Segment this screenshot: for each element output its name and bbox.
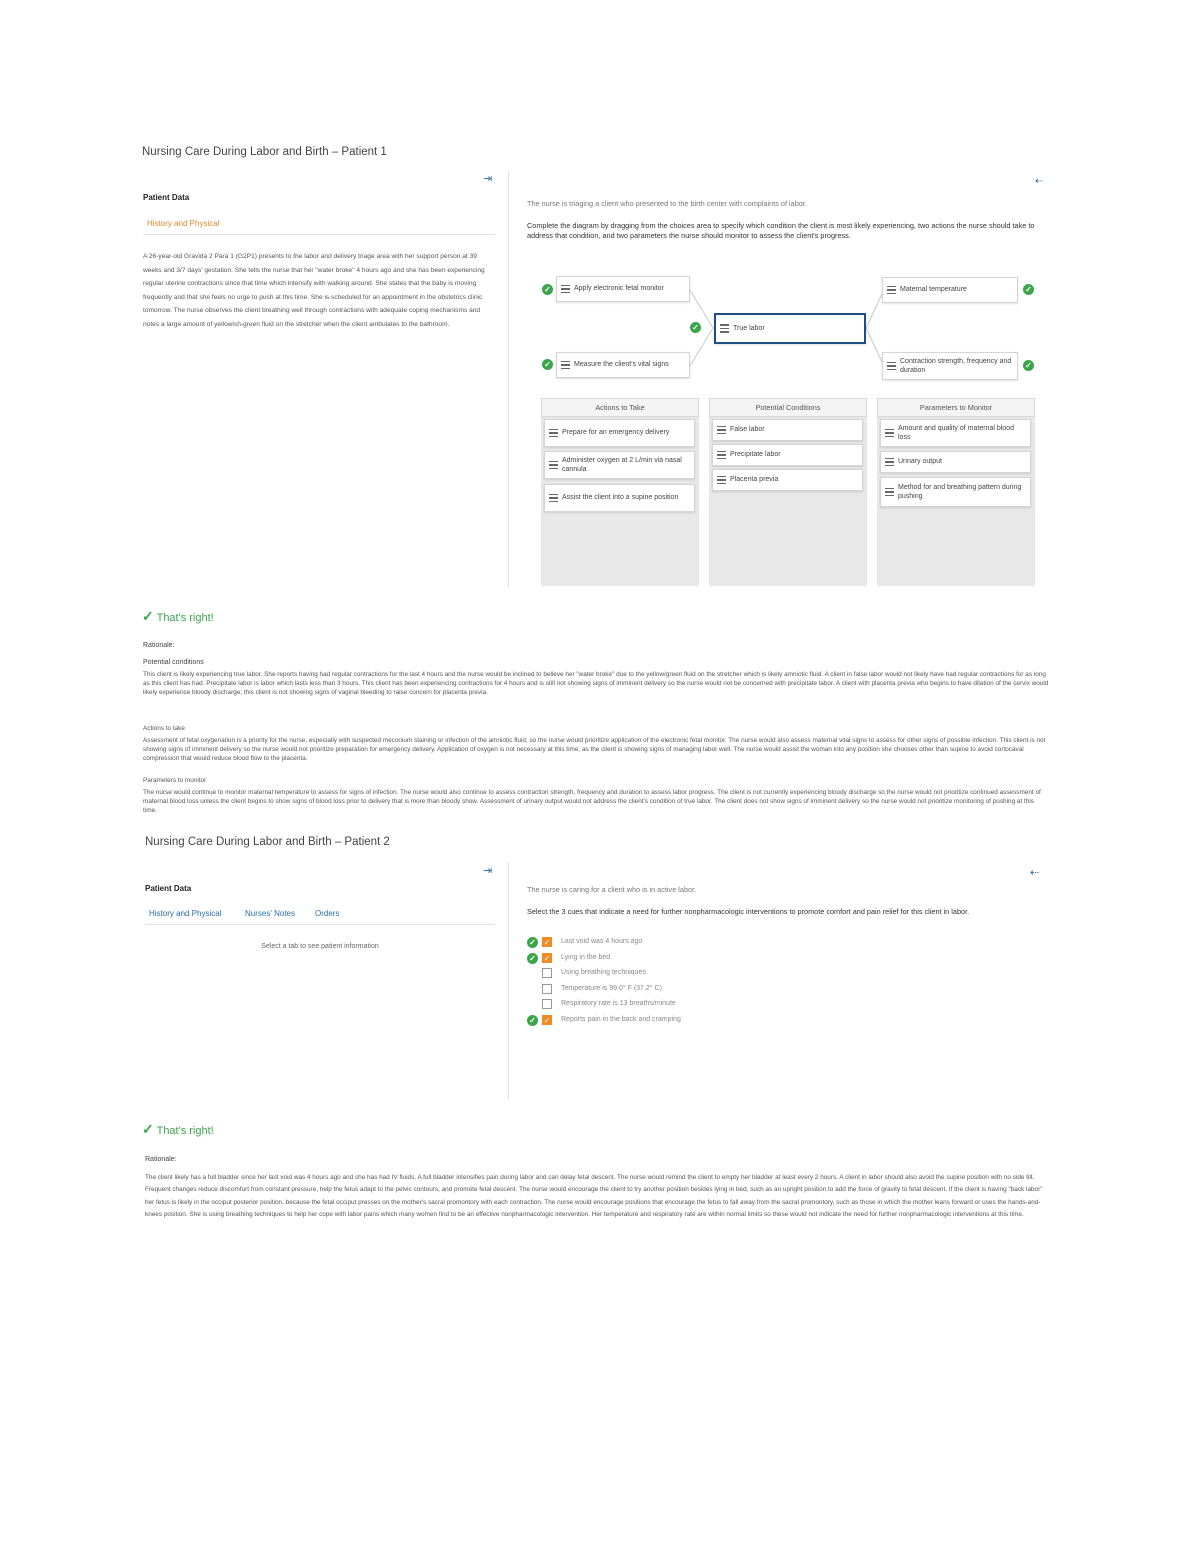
rationale-label: Rationale: <box>145 1156 177 1163</box>
choice-parameter-label: Amount and quality of maternal blood loss <box>898 424 1014 441</box>
check-circle-icon: ✓ <box>1023 360 1034 371</box>
option-checkbox[interactable]: ✓ <box>543 1016 551 1025</box>
choice-parameter[interactable] <box>880 477 1031 507</box>
rationale-label: Rationale: <box>143 642 175 649</box>
option-label: Respiratory rate is 13 breaths/minute <box>561 1000 676 1007</box>
collapse-right-icon[interactable]: ⇥ <box>483 173 493 185</box>
choice-condition-label: Precipitate labor <box>730 451 781 459</box>
choice-condition-label: False labor <box>730 426 765 434</box>
rationale-text: The client likely has a full bladder since her last void was 4 hours ago and she has had IV fluids. A full bladder intensifies pain during labor and can delay fetal descent. The nurse would remind the client to empty her bladder at least every 2 hours. A client in labor should also avoid the supine position with no side tilt. Frequent changes reduce discomfort from constant pressure, help the fetus adapt to the pelvic contours, and promote fetal descent. The nurse would encourage the client to try another position besides lying in bed, such as an upright position to add the force of gravity to fetal descent. If the client is having "back labor" her fetus is likely in the occiput posterior position, because the fetal occiput presses on the mother's sacral promontory with each contraction. The nurse would encourage positions that encourage the fetus to fall away from the sacral promontory, such as those in which the mother leans forward or uses the hands-and-knees position. She is using breathing techniques to help her cope with labor pains which many women find to be an effective nonpharmacologic intervention. Her temperature and respiratory rate are within normal limits so these would not indicate the need for further nonpharmacologic interventions at this time. <box>145 1174 1043 1219</box>
choice-action[interactable] <box>544 451 695 479</box>
option-label: Last void was 4 hours ago <box>561 938 643 945</box>
option-label: Temperature is 99.0° F (37.2° C) <box>561 985 662 992</box>
column-actions-to-take <box>541 398 699 586</box>
choice-parameter-label: Urinary output <box>898 458 942 466</box>
option-checkbox[interactable]: ✓ <box>543 938 551 947</box>
column-potential-conditions <box>709 398 867 586</box>
diagram-parameter-2-label: Contraction strength, frequency and duration <box>900 357 1012 374</box>
diagram-action-1-label: Apply electronic fetal monitor <box>574 285 664 293</box>
check-circle-icon: ✓ <box>527 1015 538 1026</box>
collapse-right-icon[interactable]: ⇥ <box>483 865 493 877</box>
drag-handle-icon <box>720 324 729 333</box>
choice-condition[interactable] <box>712 469 863 491</box>
option-label: Reports pain in the back and cramping <box>561 1016 681 1023</box>
diagram-parameter-1[interactable] <box>882 277 1018 303</box>
tab-orders[interactable]: Orders <box>315 909 340 918</box>
check-circle-icon: ✓ <box>690 322 701 333</box>
option-checkbox[interactable] <box>542 968 552 978</box>
option-checkbox[interactable]: ✓ <box>543 954 551 963</box>
choice-condition[interactable] <box>712 444 863 466</box>
patient1-title: Nursing Care During Labor and Birth – Patient 1 <box>142 146 387 158</box>
drag-handle-icon <box>885 429 894 438</box>
column-header: Parameters to Monitor <box>877 398 1035 417</box>
result-message <box>142 608 214 625</box>
checkmark-icon: ✓ <box>142 1121 154 1137</box>
column-header: Actions to Take <box>541 398 699 417</box>
result-message-label: That's right! <box>156 1125 214 1137</box>
drag-handle-icon <box>887 362 896 371</box>
check-circle-icon: ✓ <box>542 359 553 370</box>
drag-handle-icon <box>717 476 726 485</box>
diagram-condition-label: True labor <box>733 324 765 332</box>
tab-nurses-notes[interactable]: Nurses' Notes <box>245 909 295 918</box>
choice-condition[interactable] <box>712 419 863 441</box>
choice-action[interactable] <box>544 419 695 447</box>
option-label: Lying in the bed <box>561 954 611 961</box>
history-text: A 26-year-old Gravida 2 Para 1 (G2P1) presents to the labor and delivery triage area with her support person at 39 weeks and 3/7 days' gestation. She tells the nurse that her "water broke" 4 hours ago and she has been experiencing regular uterine contractions since that time which intensify with walking around. She states that the baby is moving frequently and that she feels no urge to push at this time. She is scheduled for an appointment in the obstetrics clinic tomorrow. The nurse observes the client breathing well through contractions with adequate coping mechanisms and notes a large amount of yellowish-green fluid on the stretcher when the client ambulates to the bathroom. <box>143 253 485 328</box>
drag-handle-icon <box>549 429 558 438</box>
patient-data-heading: Patient Data <box>145 884 192 893</box>
diagram-condition[interactable] <box>714 313 866 344</box>
option-label: Using breathing techniques <box>561 969 646 976</box>
tab-history-and-physical[interactable]: History and Physical <box>149 909 222 918</box>
diagram-parameter-2[interactable] <box>882 352 1018 380</box>
potential-conditions-label: Potential conditions <box>143 659 204 666</box>
drag-handle-icon <box>561 285 570 294</box>
drag-handle-icon <box>549 461 558 470</box>
drag-handle-icon <box>885 488 894 497</box>
panel-divider <box>508 862 509 1100</box>
option-checkbox[interactable] <box>542 984 552 994</box>
actions-label: Actions to take <box>143 725 185 732</box>
diagram-parameter-1-label: Maternal temperature <box>900 286 967 294</box>
parameters-label: Parameters to monitor <box>143 777 207 784</box>
potential-conditions-text: This client is likely experiencing true labor. She reports having had regular contractions for the last 4 hours and the nurse would be inclined to believe her "water broke" due to the yellow/green fluid on the stretcher which is likely amniotic fluid. A client in false labor would not likely have had regular contractions for as long as this client has had. Precipitate labor is labor which lasts less than 3 hours. This client has been experiencing contractions for 4 hours and is still not showing signs of imminent delivery so the nurse would not be concerned with precipitate labor. A client with placenta previa who begins to have dilation of the cervix would likely experience bloody discharge; this client is not showing signs of vaginal bleeding to raise concern for placenta previa. <box>143 671 1049 697</box>
result-message-label: That's right! <box>156 612 214 624</box>
patient2-title: Nursing Care During Labor and Birth – Patient 2 <box>145 836 390 848</box>
drag-handle-icon <box>885 458 894 467</box>
actions-text: Assessment of fetal oxygenation is a priority for the nurse, especially with suspected meconium staining or infection of the amniotic fluid, so the nurse would prioritize application of the electronic fetal monitor. The nurse would also assess maternal vital signs to assess for other signs of possible infection. This client is not showing signs of imminent delivery so the nurse would not prioritize preparation for emergency delivery. Application of oxygen is not necessary at this time, as the client is showing signs of managing labor well. The nurse would assist the woman into any position she chooses other than supine to avoid cortocaval compression that would reduce blood flow to the placenta. <box>143 737 1046 763</box>
choice-parameter-label: Method for and breathing pattern during pushing <box>898 483 1022 500</box>
patient-data-heading: Patient Data <box>143 193 190 202</box>
check-circle-icon: ✓ <box>527 953 538 964</box>
result-message <box>142 1121 214 1138</box>
tab-history-and-physical[interactable]: History and Physical <box>147 219 220 228</box>
check-circle-icon: ✓ <box>527 937 538 948</box>
question-prompt: The nurse is caring for a client who is in active labor. <box>527 885 697 894</box>
checkmark-icon: ✓ <box>142 608 154 624</box>
column-parameters-to-monitor <box>877 398 1035 586</box>
check-circle-icon: ✓ <box>1023 284 1034 295</box>
column-header: Potential Conditions <box>709 398 867 417</box>
tab-underline <box>145 924 495 925</box>
question-instruction: Complete the diagram by dragging from the choices area to specify which condition the client is most likely experiencing, two actions the nurse should take to address that condition, and two parameters the nurse should monitor to assess the client's progress. <box>527 221 1035 240</box>
choice-condition-label: Placenta previa <box>730 476 779 484</box>
choice-action-label: Prepare for an emergency delivery <box>562 429 670 437</box>
choice-action-label: Administer oxygen at 2 L/min via nasal cannula <box>562 456 682 473</box>
choice-action-label: Assist the client into a supine position <box>562 494 679 502</box>
drag-handle-icon <box>549 494 558 503</box>
question-prompt: The nurse is triaging a client who presented to the birth center with complaints of labor. <box>527 199 807 208</box>
select-tab-placeholder: Select a tab to see patient information <box>261 943 379 950</box>
choice-parameter[interactable] <box>880 451 1031 473</box>
check-circle-icon: ✓ <box>542 284 553 295</box>
diagram-action-2[interactable] <box>556 352 690 378</box>
diagram-action-2-label: Measure the client's vital signs <box>574 361 669 369</box>
drag-handle-icon <box>717 451 726 460</box>
arrow-left-icon[interactable]: ⇠ <box>1030 867 1040 879</box>
question-instruction: Select the 3 cues that indicate a need for further nonpharmacologic interventions to promote comfort and pain relief for this client in labor. <box>527 907 970 916</box>
choice-parameter[interactable] <box>880 419 1031 447</box>
option-checkbox[interactable] <box>542 999 552 1009</box>
diagram-action-1[interactable] <box>556 276 690 302</box>
choice-action[interactable] <box>544 484 695 512</box>
drag-handle-icon <box>717 426 726 435</box>
arrow-left-icon[interactable]: ⇠ <box>1035 176 1044 187</box>
parameters-text: The nurse would continue to monitor maternal temperature to assess for signs of infection. The nurse would also continue to assess contraction strength, frequency and duration to assess labor progress. The client is not currently experiencing bloody discharge so the nurse would not prioritize continued assessment of maternal blood loss unless the client begins to show signs of blood loss prior to delivery that is more than bloody show. Assessment of urinary output would not address the client's condition of true labor. The client does not show signs of imminent delivery so the nurse would not prioritize monitoring of pushing at this time. <box>143 789 1041 815</box>
drag-handle-icon <box>561 361 570 370</box>
drag-handle-icon <box>887 286 896 295</box>
